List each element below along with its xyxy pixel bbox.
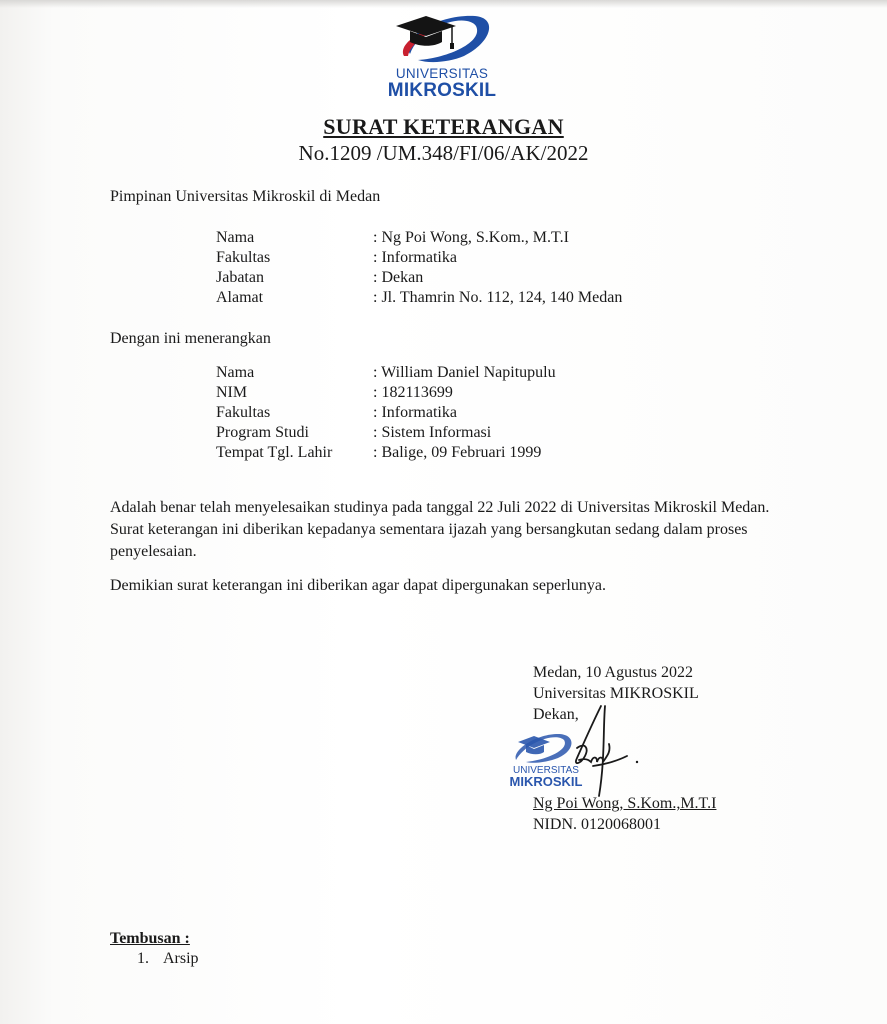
student-value: : William Daniel Napitupulu xyxy=(373,364,556,381)
cc-heading: Tembusan : xyxy=(110,930,190,947)
institution-name: Universitas MIKROSKIL xyxy=(533,685,699,702)
student-value: : Informatika xyxy=(373,404,457,421)
page-shadow xyxy=(0,0,887,8)
signatory-name: Ng Poi Wong, S.Kom.,M.T.I xyxy=(533,795,717,812)
official-value: : Dekan xyxy=(373,269,424,286)
logo-university-text: UNIVERSITAS xyxy=(395,66,489,81)
official-value: : Informatika xyxy=(373,249,457,266)
document-title: SURAT KETERANGAN xyxy=(323,114,564,139)
stamp-mikroskil-text: MIKROSKIL xyxy=(509,774,583,789)
student-label: NIM xyxy=(216,384,248,401)
student-value: : Sistem Informasi xyxy=(373,424,492,441)
official-value: : Ng Poi Wong, S.Kom., M.T.I xyxy=(373,229,569,246)
place-date: Medan, 10 Agustus 2022 xyxy=(533,664,693,681)
student-value: : Balige, 09 Februari 1999 xyxy=(373,444,542,461)
student-label: Tempat Tgl. Lahir xyxy=(216,444,333,461)
position-title: Dekan, xyxy=(533,706,579,723)
statement-paragraph: Adalah benar telah menyelesaikan studinya pada tanggal 22 Juli 2022 di Universitas Mikroskil Medan. Surat keterangan ini diberikan kepadanya sementara ijazah yang bersangkutan sedang dalam proses penyelesaian. xyxy=(110,499,770,560)
stamp-university-text: UNIVERSITAS xyxy=(513,765,579,776)
cc-item-number: 1. xyxy=(137,950,149,967)
document-number: No.1209 /UM.348/FI/06/AK/2022 xyxy=(298,141,589,165)
signatory-nidn: NIDN. 0120068001 xyxy=(533,816,661,833)
closing-paragraph: Demikian surat keterangan ini diberikan agar dapat dipergunakan seperlunya. xyxy=(110,577,606,594)
official-label: Nama xyxy=(216,229,255,246)
student-label: Program Studi xyxy=(216,424,309,441)
handwritten-signature-icon xyxy=(555,700,645,800)
cc-item-text: Arsip xyxy=(163,950,199,967)
official-value: : Jl. Thamrin No. 112, 124, 140 Medan xyxy=(373,289,623,306)
student-label: Fakultas xyxy=(216,404,271,421)
logo-mikroskil-text: MIKROSKIL xyxy=(387,80,497,101)
official-label: Fakultas xyxy=(216,249,271,266)
student-label: Nama xyxy=(216,364,255,381)
official-label: Alamat xyxy=(216,289,264,306)
official-label: Jabatan xyxy=(216,269,264,286)
intro-text: Pimpinan Universitas Mikroskil di Medan xyxy=(110,188,381,205)
declare-text: Dengan ini menerangkan xyxy=(110,330,271,347)
student-value: : 182113699 xyxy=(373,384,453,401)
